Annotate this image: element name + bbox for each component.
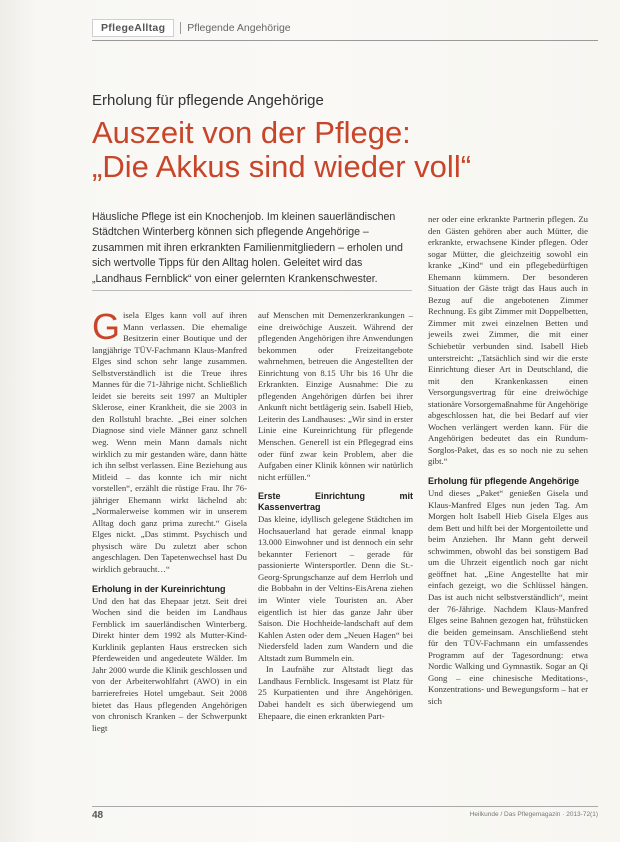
header-divider bbox=[180, 22, 181, 34]
column-3-subhead: Erholung für pflegende Angehörige bbox=[428, 476, 580, 487]
intro-paragraph: Häusliche Pflege ist ein Knochenjob. Im kleinen sauerländischen Städtchen Winterberg können sich pflegende Angehörige – zusammen mit ihren erkrankten Familienmitgliedern – erholen und sich wertvolle Tipps für den Alltag holen. Geleitet wird das „Landhaus Fernblick“ von einer gelernten Krankenschwester. bbox=[92, 211, 403, 285]
headline-line-1: Auszeit von der Pflege: bbox=[92, 115, 411, 150]
column-1-subhead: Erholung in der Kureinrichtung bbox=[92, 583, 226, 594]
column-2-paragraph-1: auf Menschen mit Demenzerkrankungen – eine dreiwöchige Auszeit. Während der pflegenden Angehörigen ihre Anwendungen bekommen oder Freizeitangebote wahrnehmen, betreuen die Angestellten der Einrichtung von 8.15 Uhr bis 16 Uhr die Erkrankten. Einzige Ausnahme: Die zu pflegenden Angehörigen dürfen bei ihrer Ankunft nicht bettlägerig sein. Isabell Hieb, Leiterin des Landhauses: „Wir sind in erster Linie eine Kureinrichtung für pflegende Menschen. Generell ist ein Pflegegrad eins oder fünf zwar kein Problem, aber die Aufgaben einer Klinik können wir natürlich nicht erfüllen.“ bbox=[258, 310, 413, 482]
column-3-paragraph-1: ner oder eine erkrankte Partnerin pflegen. Zu den Gästen gehören aber auch Mütter, die erkrankte, erwachsene Kinder pflegen. Oder sogar Mütter, die gleichzeitig sowohl ein kranke „Kind“ und ein pflegebedürftigen Ehemann kümmern. Der besonderen Situation der Gäste trägt das Haus auch in Bezug auf die angebotenen Zimmer Rechnung. Es gibt Zimmer mit Doppelbetten, Zimmer mit zwei einzelnen Betten und jeweils zwei Zimmer, die mit einer Schiebetür verbunden sind. Isabell Hieb unterstreicht: „Tatsächlich sind wir die erste Einrichtung dieser Art in Deutschland, die mit den Krankenkassen einen Versorgungsvertrag für eine dreiwöchige stationäre Vorsorgemaßnahme für Angehörige abgeschlossen hat, die bei Bedarf auf vier Wochen verlängert werden kann. Für die Angehörigen bedeutet das ein Rundum-Sorglos-Paket, das es so noch nie zu sehen gibt.“ bbox=[428, 214, 588, 467]
intro-rule bbox=[92, 290, 412, 291]
publication-line: Heilkunde / Das Pflegemagazin · 2013-72(1) bbox=[469, 811, 598, 818]
section-header bbox=[92, 18, 291, 38]
drop-cap: G bbox=[92, 306, 121, 347]
column-2-paragraph-3: In Laufnähe zur Altstadt liegt das Landhaus Fernblick. Insgesamt ist Platz für 25 Kurpatienten und ihre Angehörigen. Dabei handelt es sich überwiegend um Ehepaare, die einen erkrankten Part- bbox=[258, 664, 413, 721]
article-column-3 bbox=[428, 214, 588, 707]
subsection-label: Pflegende Angehörige bbox=[187, 22, 291, 34]
column-2-subhead: Erste Einrichtung mit Kassenvertrag bbox=[258, 491, 413, 513]
column-1-paragraph-2: Und den hat das Ehepaar jetzt. Seit drei Wochen sind die beiden im Landhaus Fernblick im sauerländischen Winterberg. Direkt hinter dem 1992 als Mutter-Kind-Kurklinik geplanten Haus erstrecken sich Pferdeweiden und angedeutete Wälder. Im Jahr 2000 wurde die Klinik geschlossen und von der Arbeiterwohlfahrt (AWO) in ein barrierefreies Hotel umgebaut. Seit 2008 bietet das Haus pflegenden Angehörigen von chronisch Kranken – der Schwerpunkt liegt bbox=[92, 595, 247, 733]
section-tag: PflegeAlltag bbox=[92, 19, 174, 37]
column-1-paragraph-1-text: isela Elges kann voll auf ihren Mann verlassen. Die ehemalige Besitzerin einer Boutique und der langjährige TÜV-Fachmann Klaus-Manfred Elges sind schon sehr lange zusammen. Selbstverständlich ist die Treue ihres Mannes für die 71-Jährige nicht. Schließlich leidet sie bereits seit 1997 an Multipler Sklerose, einer Krankheit, die sie 2003 in den Rollstuhl brachte. „Bei einer solchen Diagnose sind viele Männer ganz schnell weg. Wenn mein Mann damals nicht wirklich zu mir gestanden wäre, dann hätte ich ihn selbst verlassen. Eine Beziehung aus Mitleid – das konnte ich mir nicht vorstellen“, erzählt die rüstige Frau. Ihr 76-jähriger Ehemann wirkt lächelnd ab: „Normalerweise kommen wir in unserem Alltag doch ganz prima zurecht.“ Gisela Elges nickt. „Das stimmt. Psychisch und physisch wäre Du zuletzt aber schon angeschlagen. Den Tapetenwechsel hast Du wirklich gebraucht…“ bbox=[92, 310, 247, 575]
column-1-paragraph-1 bbox=[92, 306, 247, 576]
kicker: Erholung für pflegende Angehörige bbox=[92, 92, 324, 109]
column-3-paragraph-2: Und dieses „Paket“ genießen Gisela und Klaus-Manfred Elges nun jeden Tag. Am Morgen holt Isabell Hieb Gisela Elges aus dem Bett und hilft bei der Morgentoilette und beim Anziehen. Ihr Mann geht derweil schwimmen, obwohl das bei sonstigem Bad um die Uhrzeit eigentlich noch gar nicht geöffnet hat. „Eine Angestellte hat mir einfach gezeigt, wo die Schlüssel hängen. Das ist auch nicht selbstverständlich“, meint der 76-Jährige. Nachdem Klaus-Manfred Elges seine Bahnen gezogen hat, frühstücken die beiden gemeinsam. Anschließend steht für den TÜV-Fachmann ein umfassendes Programm auf der Tagesordnung: etwa Nordic Walking und Gymnastik. Sogar an Qi Gong – eine chinesische Meditations-, Konzentrations- und Bewegungsform – hat er sich bbox=[428, 488, 588, 706]
headline-line-2: „Die Akkus sind wieder voll“ bbox=[92, 149, 472, 184]
top-rule bbox=[92, 40, 598, 41]
column-2-paragraph-2: Das kleine, idyllisch gelegene Städtchen im Hochsauerland hat gerade einmal knapp 13.000 Einwohner und ist dennoch ein sehr bekannter Ferienort – gerade für passionierte Wintersportler. Denn die St.-Georg-Sprungschanze auf dem Herrloh und die Bobbahn in der Veltins-EisArena ziehen im Winter viele Touristen an. Aber eigentlich ist hier das ganze Jahr über Saison. Die Hochheide-landschaft auf dem Kahlen Asten oder dem „Neuen Hagen“ bei Niedersfeld laden zum Wandern und die Altstadt zum Bummeln ein. bbox=[258, 514, 413, 663]
article-column-1 bbox=[92, 306, 247, 734]
headline bbox=[92, 116, 592, 184]
footer-rule bbox=[92, 806, 598, 807]
article-column-2 bbox=[258, 310, 413, 722]
page-number: 48 bbox=[92, 810, 104, 821]
